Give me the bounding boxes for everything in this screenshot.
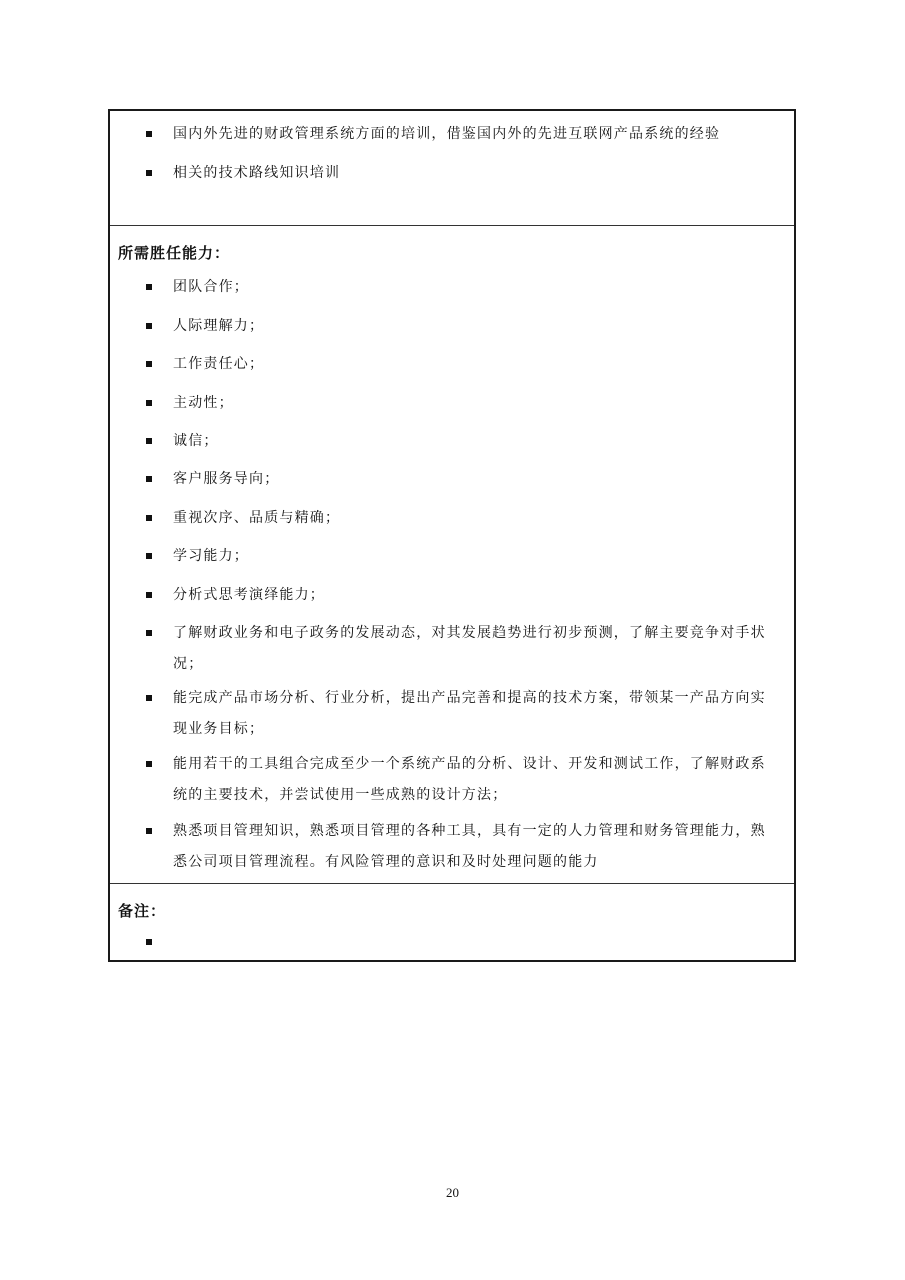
- page-number: 20: [446, 1185, 459, 1200]
- square-bullet-icon: [146, 828, 152, 834]
- square-bullet-icon: [146, 553, 152, 559]
- square-bullet-icon: [146, 630, 152, 636]
- square-bullet-icon: [146, 515, 152, 521]
- list-item: 相关的技术路线知识培训: [146, 158, 776, 189]
- square-bullet-icon: [146, 361, 152, 367]
- list-item: 了解财政业务和电子政务的发展动态，对其发展趋势进行初步预测，了解主要竞争对手状况；: [146, 618, 776, 680]
- list-item: 诚信；: [146, 426, 776, 457]
- list-item: 国内外先进的财政管理系统方面的培训，借鉴国内外的先进互联网产品系统的经验: [146, 119, 776, 150]
- list-item: 学习能力；: [146, 541, 776, 572]
- square-bullet-icon: [146, 131, 152, 137]
- square-bullet-icon: [146, 284, 152, 290]
- list-item: 重视次序、品质与精确；: [146, 503, 776, 534]
- list-item: 团队合作；: [146, 272, 776, 303]
- square-bullet-icon: [146, 592, 152, 598]
- list-item: 客户服务导向；: [146, 464, 776, 495]
- competency-section: [110, 226, 794, 884]
- list-item: 主动性；: [146, 388, 776, 419]
- list-item: 能用若干的工具组合完成至少一个系统产品的分析、设计、开发和测试工作，了解财政系统的主要技术，并尝试使用一些成熟的设计方法；: [146, 749, 776, 811]
- square-bullet-icon: [146, 438, 152, 444]
- square-bullet-icon: [146, 170, 152, 176]
- job-description-table: [108, 109, 796, 962]
- remarks-section: [110, 884, 794, 960]
- list-item: 工作责任心；: [146, 349, 776, 380]
- section-title: 备注：: [118, 902, 167, 920]
- list-item: 人际理解力；: [146, 311, 776, 342]
- square-bullet-icon: [146, 761, 152, 767]
- square-bullet-icon: [146, 939, 152, 945]
- list-item: 熟悉项目管理知识，熟悉项目管理的各种工具，具有一定的人力管理和财务管理能力，熟悉公司项目管理流程。有风险管理的意识和及时处理问题的能力: [146, 816, 776, 878]
- list-item: 能完成产品市场分析、行业分析，提出产品完善和提高的技术方案，带领某一产品方向实现业务目标；: [146, 683, 776, 745]
- square-bullet-icon: [146, 400, 152, 406]
- square-bullet-icon: [146, 695, 152, 701]
- square-bullet-icon: [146, 323, 152, 329]
- square-bullet-icon: [146, 476, 152, 482]
- list-item: 分析式思考演绎能力；: [146, 580, 776, 611]
- training-section: [110, 111, 794, 226]
- section-title: 所需胜任能力：: [118, 244, 231, 262]
